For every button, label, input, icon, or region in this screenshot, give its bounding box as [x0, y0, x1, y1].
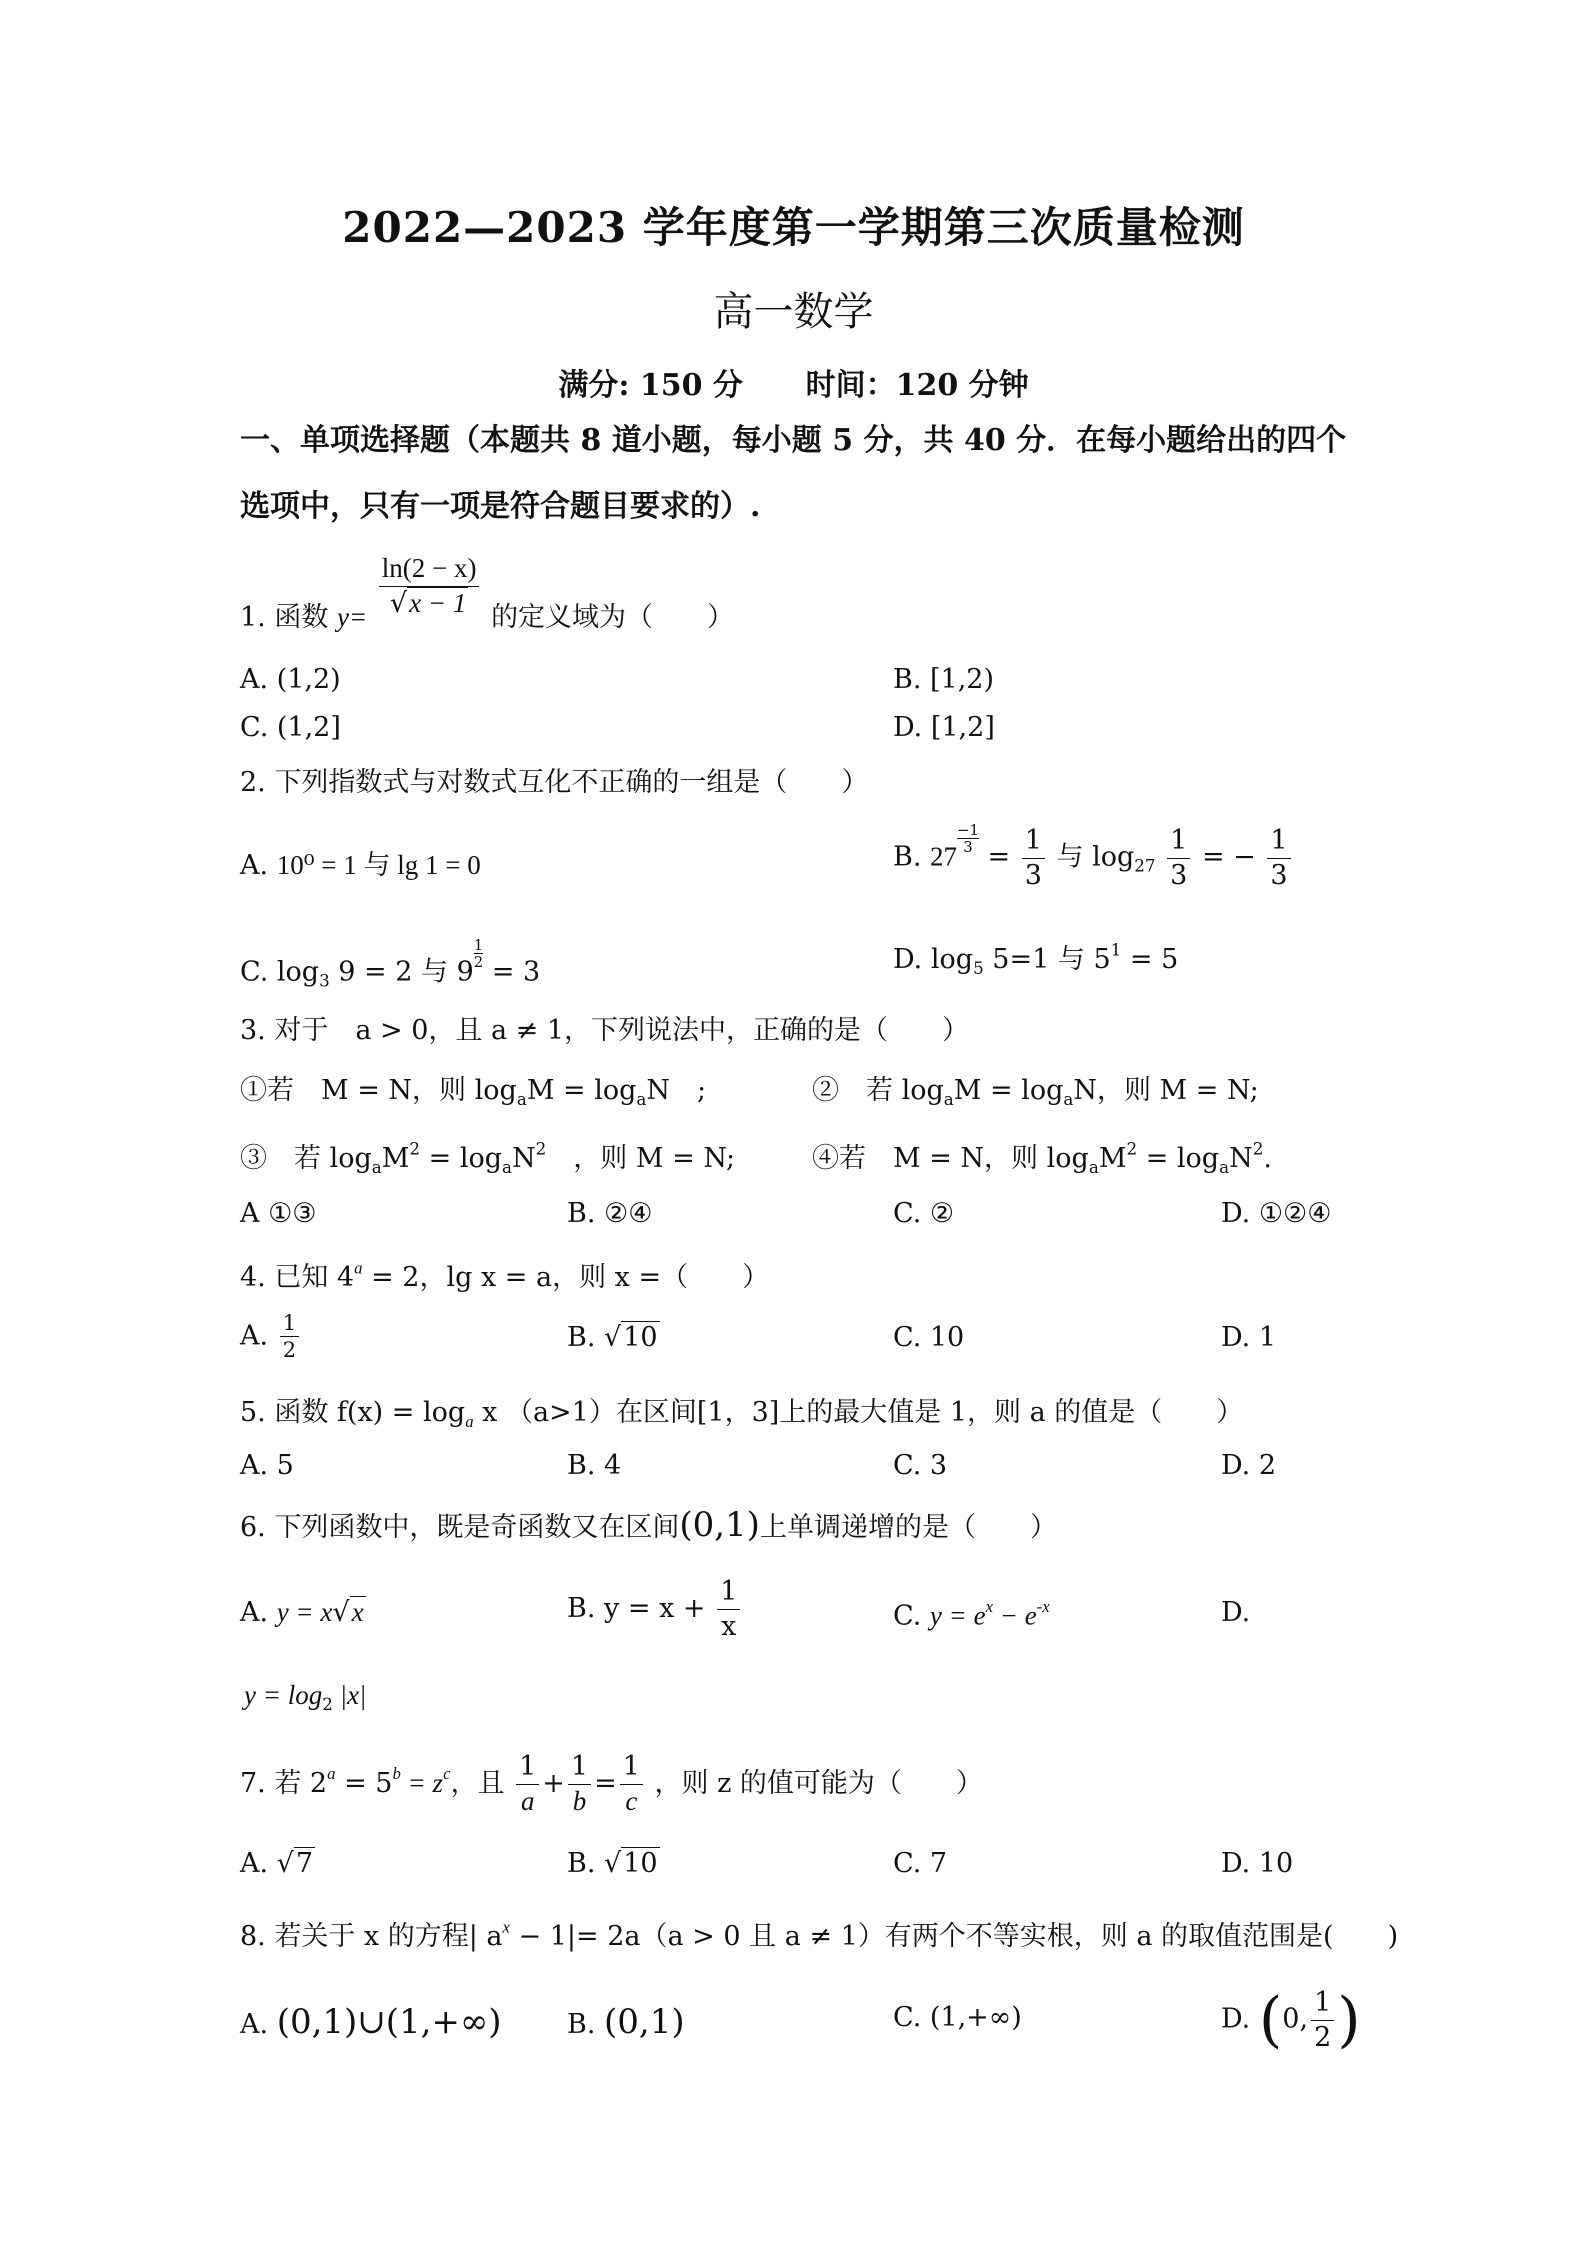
question-7-stem: 7. 若 $2^a = 5^b = z^c$，且 $\frac{1}{a}$ + $\frac{1}{b}$ = $\frac{1}{c}$ ，则 z 的值可能为（ ）	[240, 1751, 983, 1816]
q4-option-c[interactable]: C. 10	[893, 1322, 965, 1353]
q1-option-c[interactable]: C. (1,2]	[240, 712, 341, 743]
q7-option-d[interactable]: D. 10	[1221, 1848, 1294, 1879]
q4-option-a[interactable]: A. $\frac{1}{2}$	[240, 1310, 302, 1364]
q6-option-a[interactable]: A. y = x√x	[240, 1597, 364, 1628]
question-1-stem: 1. 函数 y= $\frac{\ln(2 - x)}{√x - 1}$ 的定义域为（ ）	[240, 553, 735, 633]
q4-option-b[interactable]: B. √10	[567, 1322, 658, 1353]
q5-option-d[interactable]: D. 2	[1221, 1450, 1277, 1481]
question-2-stem: 2. 下列指数式与对数式互化不正确的一组是（ ）	[240, 767, 869, 798]
q6-option-d-expr[interactable]: $y = \log_2 |x|$	[244, 1680, 367, 1714]
question-3-stem: 3. 对于 a > 0，且 a ≠ 1，下列说法中，正确的是（ ）	[240, 1015, 970, 1046]
q1-option-a[interactable]: A. (1,2)	[240, 664, 341, 695]
subject-title: 高一数学	[713, 289, 874, 335]
q1-option-d[interactable]: D. [1,2]	[893, 712, 995, 743]
q8-option-b[interactable]: B. (0,1)	[567, 2002, 685, 2042]
q2-option-a[interactable]: A. 10⁰ = 1 与 lg 1 = 0	[240, 850, 481, 881]
q2-option-b[interactable]: B. 27 $\frac{-1}{3}$ = $\frac{1}{3}$ 与 $\log_{27}$ $\frac{1}{3}$ = − $\frac{1}{3}$	[893, 822, 1294, 892]
q3-statement-1: ①若 M = N，则 $\log_aM = \log_aN$ ;	[240, 1075, 707, 1109]
exam-info: 满分: 150 分 时间：120 分钟	[558, 368, 1029, 403]
question-4-stem: 4. 已知 $4^a = 2$，lg x = a，则 x =（ ）	[240, 1258, 770, 1293]
q5-option-c[interactable]: C. 3	[893, 1450, 948, 1481]
q3-statement-3: ③ 若 $\log_aM^2 = \log_aN^2$ ，则 M = N;	[240, 1138, 736, 1177]
q3-statement-2: ② 若 $\log_aM = \log_aN$，则 M = N;	[812, 1075, 1259, 1109]
q3-option-d[interactable]: D. ①②④	[1221, 1198, 1332, 1229]
q3-option-c[interactable]: C. ②	[893, 1198, 955, 1229]
q8-option-c[interactable]: C. (1,+∞)	[893, 2002, 1022, 2033]
q3-option-a[interactable]: A ①③	[240, 1198, 317, 1229]
q6-option-c[interactable]: C. $y = e^x - e^{-x}$	[893, 1597, 1050, 1632]
q6-option-d[interactable]: D.	[1221, 1597, 1251, 1628]
question-6-stem: 6. 下列函数中，既是奇函数又在区间(0,1)上单调递增的是（ ）	[240, 1505, 1057, 1545]
exam-title: 2022—2023 学年度第一学期第三次质量检测	[342, 203, 1245, 252]
question-5-stem: 5. 函数 $f(x) = \log_a x$ （a>1）在区间[1，3]上的最大值是 1，则 a 的值是（ ）	[240, 1397, 1244, 1431]
q1-fraction: $\frac{\ln(2 - x)}{√x - 1}$	[379, 552, 480, 621]
section-heading: 一、单项选择题（本题共 8 道小题，每小题 5 分，共 40 分．在每小题给出的四个选项中，只有一项是符合题目要求的）.	[240, 423, 1347, 524]
q7-option-b[interactable]: B. √10	[567, 1848, 658, 1879]
q3-statement-4: ④若 M = N，则 $\log_aM^2 = \log_aN^2$.	[812, 1138, 1272, 1177]
q5-option-b[interactable]: B. 4	[567, 1450, 622, 1481]
q2-option-c[interactable]: C. $\log_3 9 = 2$ 与 9 $\frac{1}{2}$ = 3	[240, 936, 541, 991]
q7-option-c[interactable]: C. 7	[893, 1848, 948, 1879]
q5-option-a[interactable]: A. 5	[240, 1450, 294, 1481]
question-8-stem: 8. 若关于 x 的方程| $a^x - 1|= 2a(a > 0$ 且 a ≠ 1）有两个不等实根，则 a 的取值范围是( )	[240, 1917, 1399, 1952]
q6-option-b[interactable]: B. y = x + $\frac{1}{x}$	[567, 1575, 743, 1644]
q2-option-d[interactable]: D. $\log_5 5=1$ 与 $5^1 = 5$	[893, 939, 1179, 978]
q8-option-a[interactable]: A. (0,1)∪(1,+∞)	[240, 2002, 502, 2042]
q3-option-b[interactable]: B. ②④	[567, 1198, 653, 1229]
q1-option-b[interactable]: B. [1,2)	[893, 664, 995, 695]
q4-option-d[interactable]: D. 1	[1221, 1322, 1277, 1353]
q8-option-d[interactable]: D. (0, $\frac{1}{2}$ )	[1221, 1985, 1361, 2055]
q7-option-a[interactable]: A. √7	[240, 1848, 314, 1879]
